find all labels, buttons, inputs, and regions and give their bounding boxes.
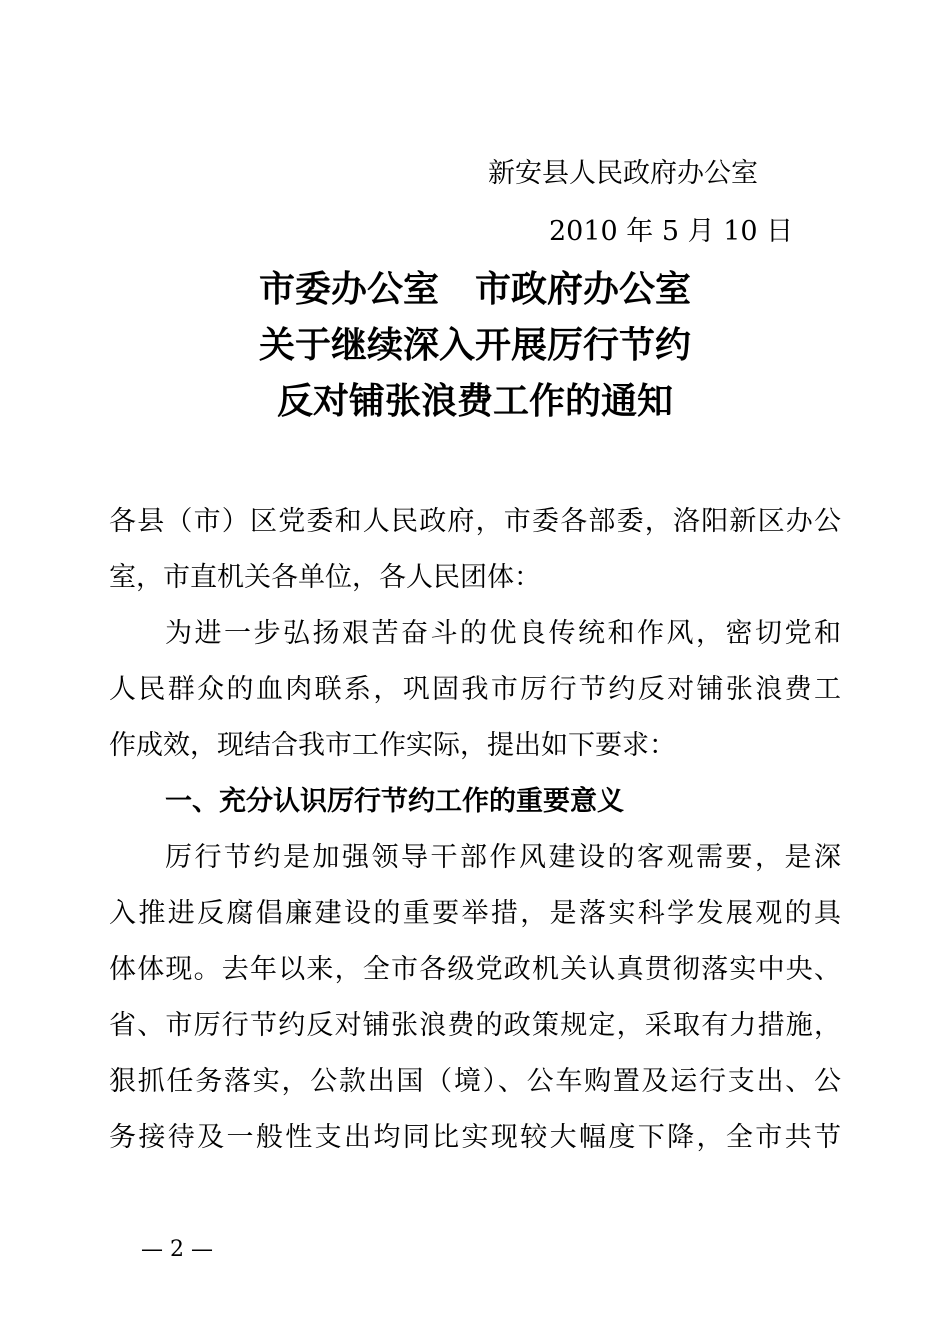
addressee-line-1: 各县（市）区党委和人民政府，市委各部委，洛阳新区办公 <box>109 506 841 537</box>
addressee-line-2: 室，市直机关各单位，各人民团体： <box>109 562 541 593</box>
signature-organization: 新安县人民政府办公室 <box>488 158 758 189</box>
section-1-line-5: 狠抓任务落实，公款出国（境）、公车购置及运行支出、公 <box>109 1066 841 1097</box>
signature-date: 2010 年 5 月 10 日 <box>549 216 794 247</box>
intro-line-2: 人民群众的血肉联系，巩固我市厉行节约反对铺张浪费工 <box>109 674 841 705</box>
section-1-line-1: 厉行节约是加强领导干部作风建设的客观需要，是深 <box>165 842 841 873</box>
section-1-heading: 一、充分认识厉行节约工作的重要意义 <box>165 786 624 817</box>
document-title <box>0 262 950 430</box>
intro-line-1: 为进一步弘扬艰苦奋斗的优良传统和作风，密切党和 <box>165 618 841 649</box>
section-1-line-2: 入推进反腐倡廉建设的重要举措，是落实科学发展观的具 <box>109 898 841 929</box>
title-line-2: 关于继续深入开展厉行节约 <box>258 325 691 366</box>
section-1-line-6: 务接待及一般性支出均同比实现较大幅度下降，全市共节 <box>109 1122 841 1153</box>
section-1-line-4: 省、市厉行节约反对铺张浪费的政策规定，采取有力措施， <box>109 1010 841 1041</box>
title-line-3: 反对铺张浪费工作的通知 <box>276 381 673 422</box>
page-number: — 2 — <box>141 1237 213 1262</box>
addressee-paragraph <box>109 494 841 606</box>
section-1-line-3: 体体现。去年以来，全市各级党政机关认真贯彻落实中央、 <box>109 954 841 985</box>
intro-paragraph <box>109 606 841 774</box>
intro-line-3: 作成效，现结合我市工作实际，提出如下要求： <box>109 730 676 761</box>
title-line-1: 市委办公室 市政府办公室 <box>258 269 691 310</box>
section-1 <box>109 774 841 1166</box>
